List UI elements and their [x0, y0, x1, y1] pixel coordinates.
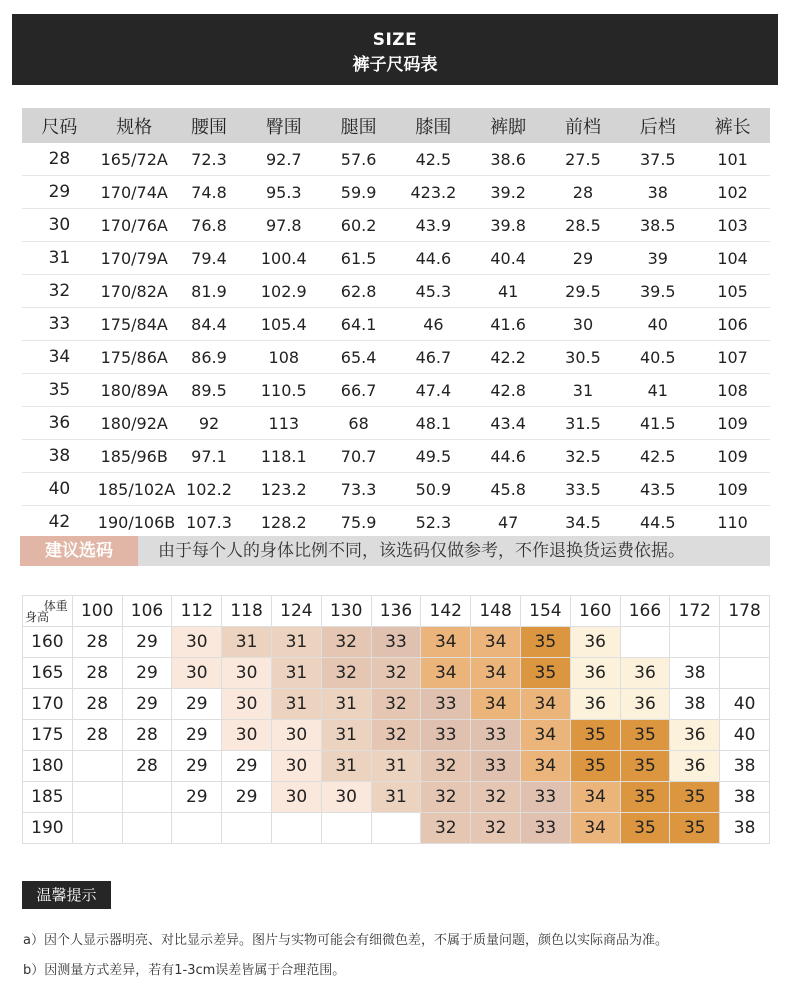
size-cell: 31	[546, 374, 621, 407]
header-title-cn: 裤子尺码表	[352, 55, 438, 75]
size-recommend-cell: 29	[172, 689, 222, 720]
size-recommend-cell: 29	[172, 751, 222, 782]
height-header: 160	[23, 627, 73, 658]
size-row	[22, 341, 770, 374]
size-recommend-cell: 38	[720, 813, 770, 844]
size-recommend-cell: 31	[271, 689, 321, 720]
size-cell: 28.5	[546, 209, 621, 242]
size-cell: 29	[546, 242, 621, 275]
size-recommend-cell: 35	[670, 813, 720, 844]
size-recommend-cell: 31	[271, 627, 321, 658]
size-recommend-cell: 36	[620, 689, 670, 720]
size-recommend-cell: 32	[421, 813, 471, 844]
size-recommend-cell: 34	[471, 689, 521, 720]
size-recommend-cell: 36	[570, 627, 620, 658]
size-cell: 101	[695, 143, 770, 176]
size-cell: 32	[22, 275, 97, 308]
page-header	[12, 14, 778, 85]
size-col-header: 膝围	[396, 108, 471, 143]
weight-header: 130	[321, 596, 371, 627]
weight-header: 160	[570, 596, 620, 627]
size-recommend-cell	[122, 782, 172, 813]
recommend-row	[23, 689, 770, 720]
size-table-header	[22, 108, 770, 143]
size-recommend-cell: 28	[72, 720, 122, 751]
size-recommend-cell: 31	[371, 751, 421, 782]
size-cell: 75.9	[321, 506, 396, 539]
size-row	[22, 407, 770, 440]
size-recommend-cell: 31	[321, 751, 371, 782]
size-cell: 31.5	[546, 407, 621, 440]
size-cell: 64.1	[321, 308, 396, 341]
advice-tag: 建议选码	[20, 536, 138, 566]
size-cell: 175/86A	[97, 341, 172, 374]
size-cell: 42.5	[396, 143, 471, 176]
size-recommend-cell	[222, 813, 272, 844]
size-recommend-cell: 32	[371, 658, 421, 689]
height-header: 175	[23, 720, 73, 751]
size-recommend-cell: 35	[670, 782, 720, 813]
size-recommend-cell: 34	[520, 720, 570, 751]
size-recommend-cell	[72, 782, 122, 813]
size-recommend-cell	[172, 813, 222, 844]
size-cell: 180/89A	[97, 374, 172, 407]
weight-header: 154	[520, 596, 570, 627]
size-cell: 32.5	[546, 440, 621, 473]
size-cell: 102.2	[172, 473, 247, 506]
size-cell: 95.3	[246, 176, 321, 209]
recommend-row	[23, 751, 770, 782]
size-cell: 30	[546, 308, 621, 341]
recommend-row	[23, 658, 770, 689]
size-table	[22, 108, 770, 539]
size-row	[22, 440, 770, 473]
size-cell: 423.2	[396, 176, 471, 209]
height-header: 185	[23, 782, 73, 813]
size-cell: 40	[22, 473, 97, 506]
size-cell: 45.3	[396, 275, 471, 308]
size-recommend-cell: 30	[271, 751, 321, 782]
recommend-row	[23, 720, 770, 751]
size-cell: 47	[471, 506, 546, 539]
weight-header: 136	[371, 596, 421, 627]
size-recommend-cell: 35	[620, 782, 670, 813]
size-cell: 28	[546, 176, 621, 209]
size-cell: 62.8	[321, 275, 396, 308]
size-recommend-cell: 33	[421, 689, 471, 720]
size-cell: 92.7	[246, 143, 321, 176]
size-cell: 170/82A	[97, 275, 172, 308]
tips-title: 温馨提示	[22, 881, 111, 909]
size-recommend-cell: 34	[520, 751, 570, 782]
size-cell: 43.9	[396, 209, 471, 242]
tip-item: a）因个人显示器明亮、对比显示差异。图片与实物可能会有细微色差，不属于质量问题，颜色以实际商品为准。	[23, 933, 668, 948]
weight-label: 体重	[43, 599, 68, 613]
size-cell: 38.5	[620, 209, 695, 242]
size-recommend-cell: 30	[271, 720, 321, 751]
size-cell: 50.9	[396, 473, 471, 506]
size-cell: 170/76A	[97, 209, 172, 242]
size-cell: 41.5	[620, 407, 695, 440]
size-recommend-cell: 28	[122, 751, 172, 782]
size-cell: 86.9	[172, 341, 247, 374]
size-recommend-cell: 34	[570, 782, 620, 813]
size-cell: 109	[695, 407, 770, 440]
size-cell: 34	[22, 341, 97, 374]
size-cell: 104	[695, 242, 770, 275]
size-cell: 76.8	[172, 209, 247, 242]
size-recommend-cell: 32	[321, 658, 371, 689]
size-cell: 72.3	[172, 143, 247, 176]
size-recommend-cell: 29	[122, 658, 172, 689]
size-cell: 40	[620, 308, 695, 341]
size-recommend-cell: 33	[520, 782, 570, 813]
size-cell: 170/79A	[97, 242, 172, 275]
size-col-header: 裤长	[695, 108, 770, 143]
size-cell: 185/102A	[97, 473, 172, 506]
size-cell: 49.5	[396, 440, 471, 473]
size-cell: 42.8	[471, 374, 546, 407]
size-col-header: 尺码	[22, 108, 97, 143]
size-cell: 35	[22, 374, 97, 407]
size-cell: 44.6	[471, 440, 546, 473]
size-recommend-cell: 33	[421, 720, 471, 751]
size-recommend-cell: 29	[122, 689, 172, 720]
size-recommend-cell: 40	[720, 720, 770, 751]
size-cell: 36	[22, 407, 97, 440]
size-cell: 46.7	[396, 341, 471, 374]
size-recommend-cell: 38	[670, 689, 720, 720]
size-cell: 65.4	[321, 341, 396, 374]
size-recommend-cell: 36	[570, 689, 620, 720]
size-cell: 79.4	[172, 242, 247, 275]
size-recommend-cell: 35	[620, 751, 670, 782]
size-cell: 42.2	[471, 341, 546, 374]
size-recommend-cell: 28	[72, 627, 122, 658]
weight-header: 178	[720, 596, 770, 627]
size-cell: 52.3	[396, 506, 471, 539]
weight-header: 106	[122, 596, 172, 627]
size-col-header: 前档	[546, 108, 621, 143]
size-row	[22, 308, 770, 341]
corner-cell	[23, 596, 73, 627]
size-cell: 46	[396, 308, 471, 341]
advice-message: 由于每个人的身体比例不同，该选码仅做参考，不作退换货运费依据。	[158, 541, 685, 561]
weight-header: 100	[72, 596, 122, 627]
size-cell: 110	[695, 506, 770, 539]
size-cell: 113	[246, 407, 321, 440]
size-cell: 29.5	[546, 275, 621, 308]
size-cell: 123.2	[246, 473, 321, 506]
size-cell: 39	[620, 242, 695, 275]
size-recommend-cell: 36	[570, 658, 620, 689]
size-recommend-cell	[620, 627, 670, 658]
size-cell: 102	[695, 176, 770, 209]
size-recommend-cell: 31	[222, 627, 272, 658]
size-cell: 128.2	[246, 506, 321, 539]
size-cell: 73.3	[321, 473, 396, 506]
size-recommend-cell: 31	[321, 720, 371, 751]
size-cell: 74.8	[172, 176, 247, 209]
size-cell: 42.5	[620, 440, 695, 473]
size-row	[22, 473, 770, 506]
size-cell: 34.5	[546, 506, 621, 539]
size-col-header: 腰围	[172, 108, 247, 143]
size-recommend-cell: 35	[520, 658, 570, 689]
size-cell: 31	[22, 242, 97, 275]
size-cell: 89.5	[172, 374, 247, 407]
height-header: 165	[23, 658, 73, 689]
size-cell: 97.8	[246, 209, 321, 242]
size-recommend-cell: 28	[72, 658, 122, 689]
size-cell: 60.2	[321, 209, 396, 242]
size-cell: 39.8	[471, 209, 546, 242]
size-recommend-cell	[371, 813, 421, 844]
size-cell: 47.4	[396, 374, 471, 407]
size-row	[22, 275, 770, 308]
size-recommend-cell: 34	[421, 627, 471, 658]
size-recommend-cell: 32	[421, 751, 471, 782]
size-recommend-cell: 32	[421, 782, 471, 813]
size-recommend-cell: 31	[371, 782, 421, 813]
height-header: 170	[23, 689, 73, 720]
size-recommend-cell: 34	[570, 813, 620, 844]
size-recommend-cell: 32	[471, 813, 521, 844]
size-cell: 102.9	[246, 275, 321, 308]
size-recommend-cell: 33	[371, 627, 421, 658]
size-recommend-cell: 38	[720, 751, 770, 782]
tip-item: b）因测量方式差异，若有1-3cm误差皆属于合理范围。	[23, 963, 346, 978]
size-recommend-cell: 30	[172, 658, 222, 689]
size-recommend-cell	[720, 627, 770, 658]
size-recommend-cell: 35	[620, 720, 670, 751]
size-cell: 68	[321, 407, 396, 440]
recommend-row	[23, 627, 770, 658]
size-cell: 37.5	[620, 143, 695, 176]
size-cell: 38	[22, 440, 97, 473]
size-cell: 84.4	[172, 308, 247, 341]
size-cell: 70.7	[321, 440, 396, 473]
size-row	[22, 242, 770, 275]
size-recommend-cell: 38	[720, 782, 770, 813]
size-cell: 105.4	[246, 308, 321, 341]
size-cell: 103	[695, 209, 770, 242]
size-cell: 43.4	[471, 407, 546, 440]
size-col-header: 腿围	[321, 108, 396, 143]
height-header: 180	[23, 751, 73, 782]
size-cell: 97.1	[172, 440, 247, 473]
size-recommend-cell	[321, 813, 371, 844]
size-cell: 59.9	[321, 176, 396, 209]
size-recommend-cell: 32	[371, 689, 421, 720]
size-cell: 107.3	[172, 506, 247, 539]
size-cell: 92	[172, 407, 247, 440]
size-cell: 118.1	[246, 440, 321, 473]
weight-header: 112	[172, 596, 222, 627]
size-cell: 57.6	[321, 143, 396, 176]
size-cell: 165/72A	[97, 143, 172, 176]
size-recommend-cell: 28	[72, 689, 122, 720]
size-recommend-cell: 30	[271, 782, 321, 813]
size-cell: 38	[620, 176, 695, 209]
size-col-header: 裤脚	[471, 108, 546, 143]
size-recommend-cell: 30	[321, 782, 371, 813]
header-title-en: SIZE	[372, 30, 418, 50]
size-recommend-cell: 32	[371, 720, 421, 751]
size-cell: 39.2	[471, 176, 546, 209]
size-col-header: 后档	[620, 108, 695, 143]
size-cell: 180/92A	[97, 407, 172, 440]
size-recommend-cell: 35	[520, 627, 570, 658]
size-cell: 175/84A	[97, 308, 172, 341]
size-cell: 33	[22, 308, 97, 341]
size-cell: 41.6	[471, 308, 546, 341]
size-cell: 27.5	[546, 143, 621, 176]
size-recommend-cell: 35	[620, 813, 670, 844]
size-recommend-cell: 34	[471, 658, 521, 689]
size-recommend-cell: 29	[222, 782, 272, 813]
size-cell: 48.1	[396, 407, 471, 440]
size-recommend-cell: 40	[720, 689, 770, 720]
advice-bar	[20, 536, 770, 566]
size-recommend-cell: 28	[122, 720, 172, 751]
size-cell: 29	[22, 176, 97, 209]
size-cell: 81.9	[172, 275, 247, 308]
size-cell: 185/96B	[97, 440, 172, 473]
size-recommend-cell: 33	[471, 720, 521, 751]
size-cell: 33.5	[546, 473, 621, 506]
size-cell: 40.4	[471, 242, 546, 275]
size-recommend-cell: 33	[471, 751, 521, 782]
size-row	[22, 209, 770, 242]
size-cell: 61.5	[321, 242, 396, 275]
size-recommend-cell: 36	[670, 751, 720, 782]
size-recommend-cell: 34	[520, 689, 570, 720]
size-cell: 108	[246, 341, 321, 374]
size-cell: 190/106B	[97, 506, 172, 539]
size-recommend-cell	[122, 813, 172, 844]
size-recommend-cell: 34	[421, 658, 471, 689]
recommend-row	[23, 813, 770, 844]
size-recommend-cell	[720, 658, 770, 689]
size-cell: 30	[22, 209, 97, 242]
size-cell: 41	[620, 374, 695, 407]
size-recommend-cell: 38	[670, 658, 720, 689]
recommend-table	[22, 595, 770, 844]
size-cell: 108	[695, 374, 770, 407]
size-cell: 44.6	[396, 242, 471, 275]
weight-header: 124	[271, 596, 321, 627]
size-recommend-cell: 30	[222, 658, 272, 689]
size-recommend-cell	[670, 627, 720, 658]
size-recommend-cell: 34	[471, 627, 521, 658]
size-cell: 105	[695, 275, 770, 308]
weight-header: 118	[222, 596, 272, 627]
size-recommend-cell: 29	[122, 627, 172, 658]
height-header: 190	[23, 813, 73, 844]
size-cell: 106	[695, 308, 770, 341]
size-cell: 110.5	[246, 374, 321, 407]
size-recommend-cell: 29	[172, 782, 222, 813]
size-recommend-cell: 30	[222, 720, 272, 751]
weight-header: 166	[620, 596, 670, 627]
recommend-header-row	[23, 596, 770, 627]
size-recommend-cell: 36	[620, 658, 670, 689]
size-recommend-cell	[72, 751, 122, 782]
size-cell: 39.5	[620, 275, 695, 308]
size-cell: 100.4	[246, 242, 321, 275]
size-cell: 28	[22, 143, 97, 176]
size-recommend-cell: 31	[321, 689, 371, 720]
size-cell: 66.7	[321, 374, 396, 407]
size-cell: 44.5	[620, 506, 695, 539]
size-cell: 109	[695, 440, 770, 473]
size-cell: 42	[22, 506, 97, 539]
size-cell: 41	[471, 275, 546, 308]
height-label: 身高	[25, 610, 50, 624]
size-cell: 109	[695, 473, 770, 506]
size-cell: 45.8	[471, 473, 546, 506]
size-row	[22, 506, 770, 539]
size-cell: 170/74A	[97, 176, 172, 209]
size-recommend-cell: 29	[222, 751, 272, 782]
size-recommend-cell: 32	[321, 627, 371, 658]
size-recommend-cell: 29	[172, 720, 222, 751]
size-recommend-cell: 30	[222, 689, 272, 720]
weight-header: 142	[421, 596, 471, 627]
recommend-row	[23, 782, 770, 813]
size-recommend-cell: 36	[670, 720, 720, 751]
size-cell: 107	[695, 341, 770, 374]
size-row	[22, 374, 770, 407]
size-col-header: 臀围	[246, 108, 321, 143]
size-recommend-cell: 35	[570, 751, 620, 782]
size-row	[22, 176, 770, 209]
size-recommend-cell: 32	[471, 782, 521, 813]
weight-header: 172	[670, 596, 720, 627]
size-recommend-cell: 35	[570, 720, 620, 751]
size-cell: 43.5	[620, 473, 695, 506]
size-recommend-cell: 33	[520, 813, 570, 844]
weight-header: 148	[471, 596, 521, 627]
size-recommend-cell: 31	[271, 658, 321, 689]
size-recommend-cell: 30	[172, 627, 222, 658]
size-col-header: 规格	[97, 108, 172, 143]
size-cell: 40.5	[620, 341, 695, 374]
size-recommend-cell	[271, 813, 321, 844]
size-row	[22, 143, 770, 176]
size-cell: 30.5	[546, 341, 621, 374]
size-cell: 38.6	[471, 143, 546, 176]
size-recommend-cell	[72, 813, 122, 844]
